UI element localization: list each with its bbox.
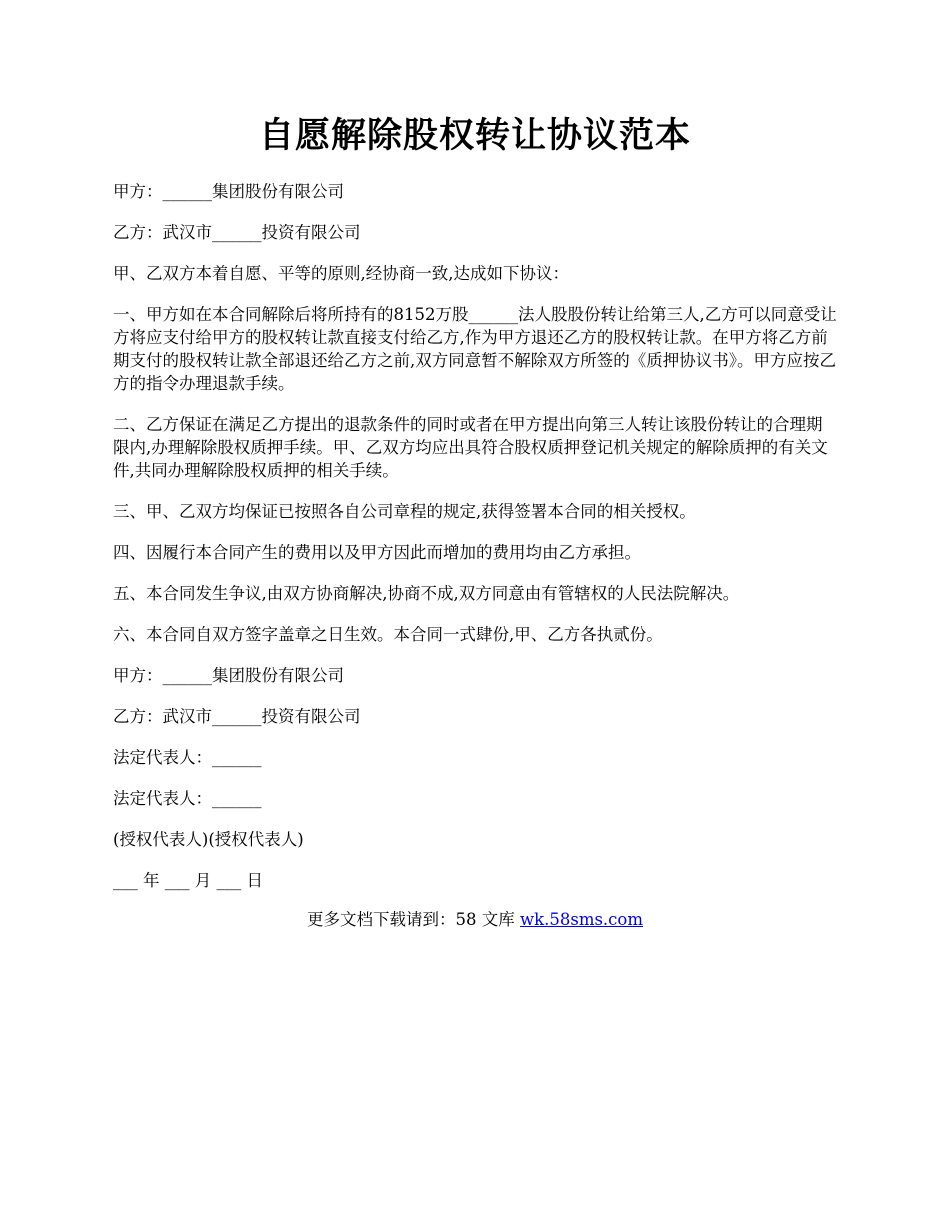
- legal-representative-a: 法定代表人：______: [113, 748, 262, 767]
- signature-party-b: 乙方：武汉市______投资有限公司: [113, 707, 361, 726]
- signing-date: ___ 年 ___ 月 ___ 日: [113, 871, 263, 890]
- party-a-line: 甲方：______集团股份有限公司: [113, 182, 344, 201]
- clause-2: 二、乙方保证在满足乙方提出的退款条件的同时或者在甲方提出向第三人转让该股份转让的合理期限内,办理解除股权质押手续。甲、乙双方均应出具符合股权质押登记机关规定的解除质押的有关文件,共同办理解除股权质押的相关手续。: [113, 415, 828, 480]
- clause-6: 六、本合同自双方签字盖章之日生效。本合同一式肆份,甲、乙方各执贰份。: [113, 625, 663, 644]
- clause-4: 四、因履行本合同产生的费用以及甲方因此而增加的费用均由乙方承担。: [113, 543, 641, 562]
- footer-text: 更多文档下载请到：58 文库: [306, 910, 520, 929]
- document-body: [113, 180, 837, 910]
- party-b-line: 乙方：武汉市______投资有限公司: [113, 223, 361, 242]
- clause-5: 五、本合同发生争议,由双方协商解决,协商不成,双方同意由有管辖权的人民法院解决。: [113, 584, 740, 603]
- legal-representative-b: 法定代表人：______: [113, 789, 262, 808]
- signature-party-a: 甲方：______集团股份有限公司: [113, 666, 344, 685]
- preamble: 甲、乙双方本着自愿、平等的原则,经协商一致,达成如下协议：: [113, 264, 569, 283]
- clause-1: 一、甲方如在本合同解除后将所持有的8152万股______法人股股份转让给第三人,乙方可以同意受让方将应支付给甲方的股权转让款直接支付给乙方,作为甲方退还乙方的股权转让款。在甲方将乙方前期支付的股权转让款全部退还给乙方之前,双方同意暂不解除双方所签的《质押协议书》。甲方应按乙方的指令办理退款手续。: [113, 305, 837, 393]
- download-footer: [0, 908, 950, 931]
- authorized-representatives: (授权代表人)(授权代表人): [113, 830, 304, 849]
- footer-link[interactable]: wk.58sms.com: [519, 910, 643, 929]
- clause-3: 三、甲、乙双方均保证已按照各自公司章程的规定,获得签署本合同的相关授权。: [113, 502, 696, 521]
- document-title: 自愿解除股权转让协议范本: [258, 115, 691, 156]
